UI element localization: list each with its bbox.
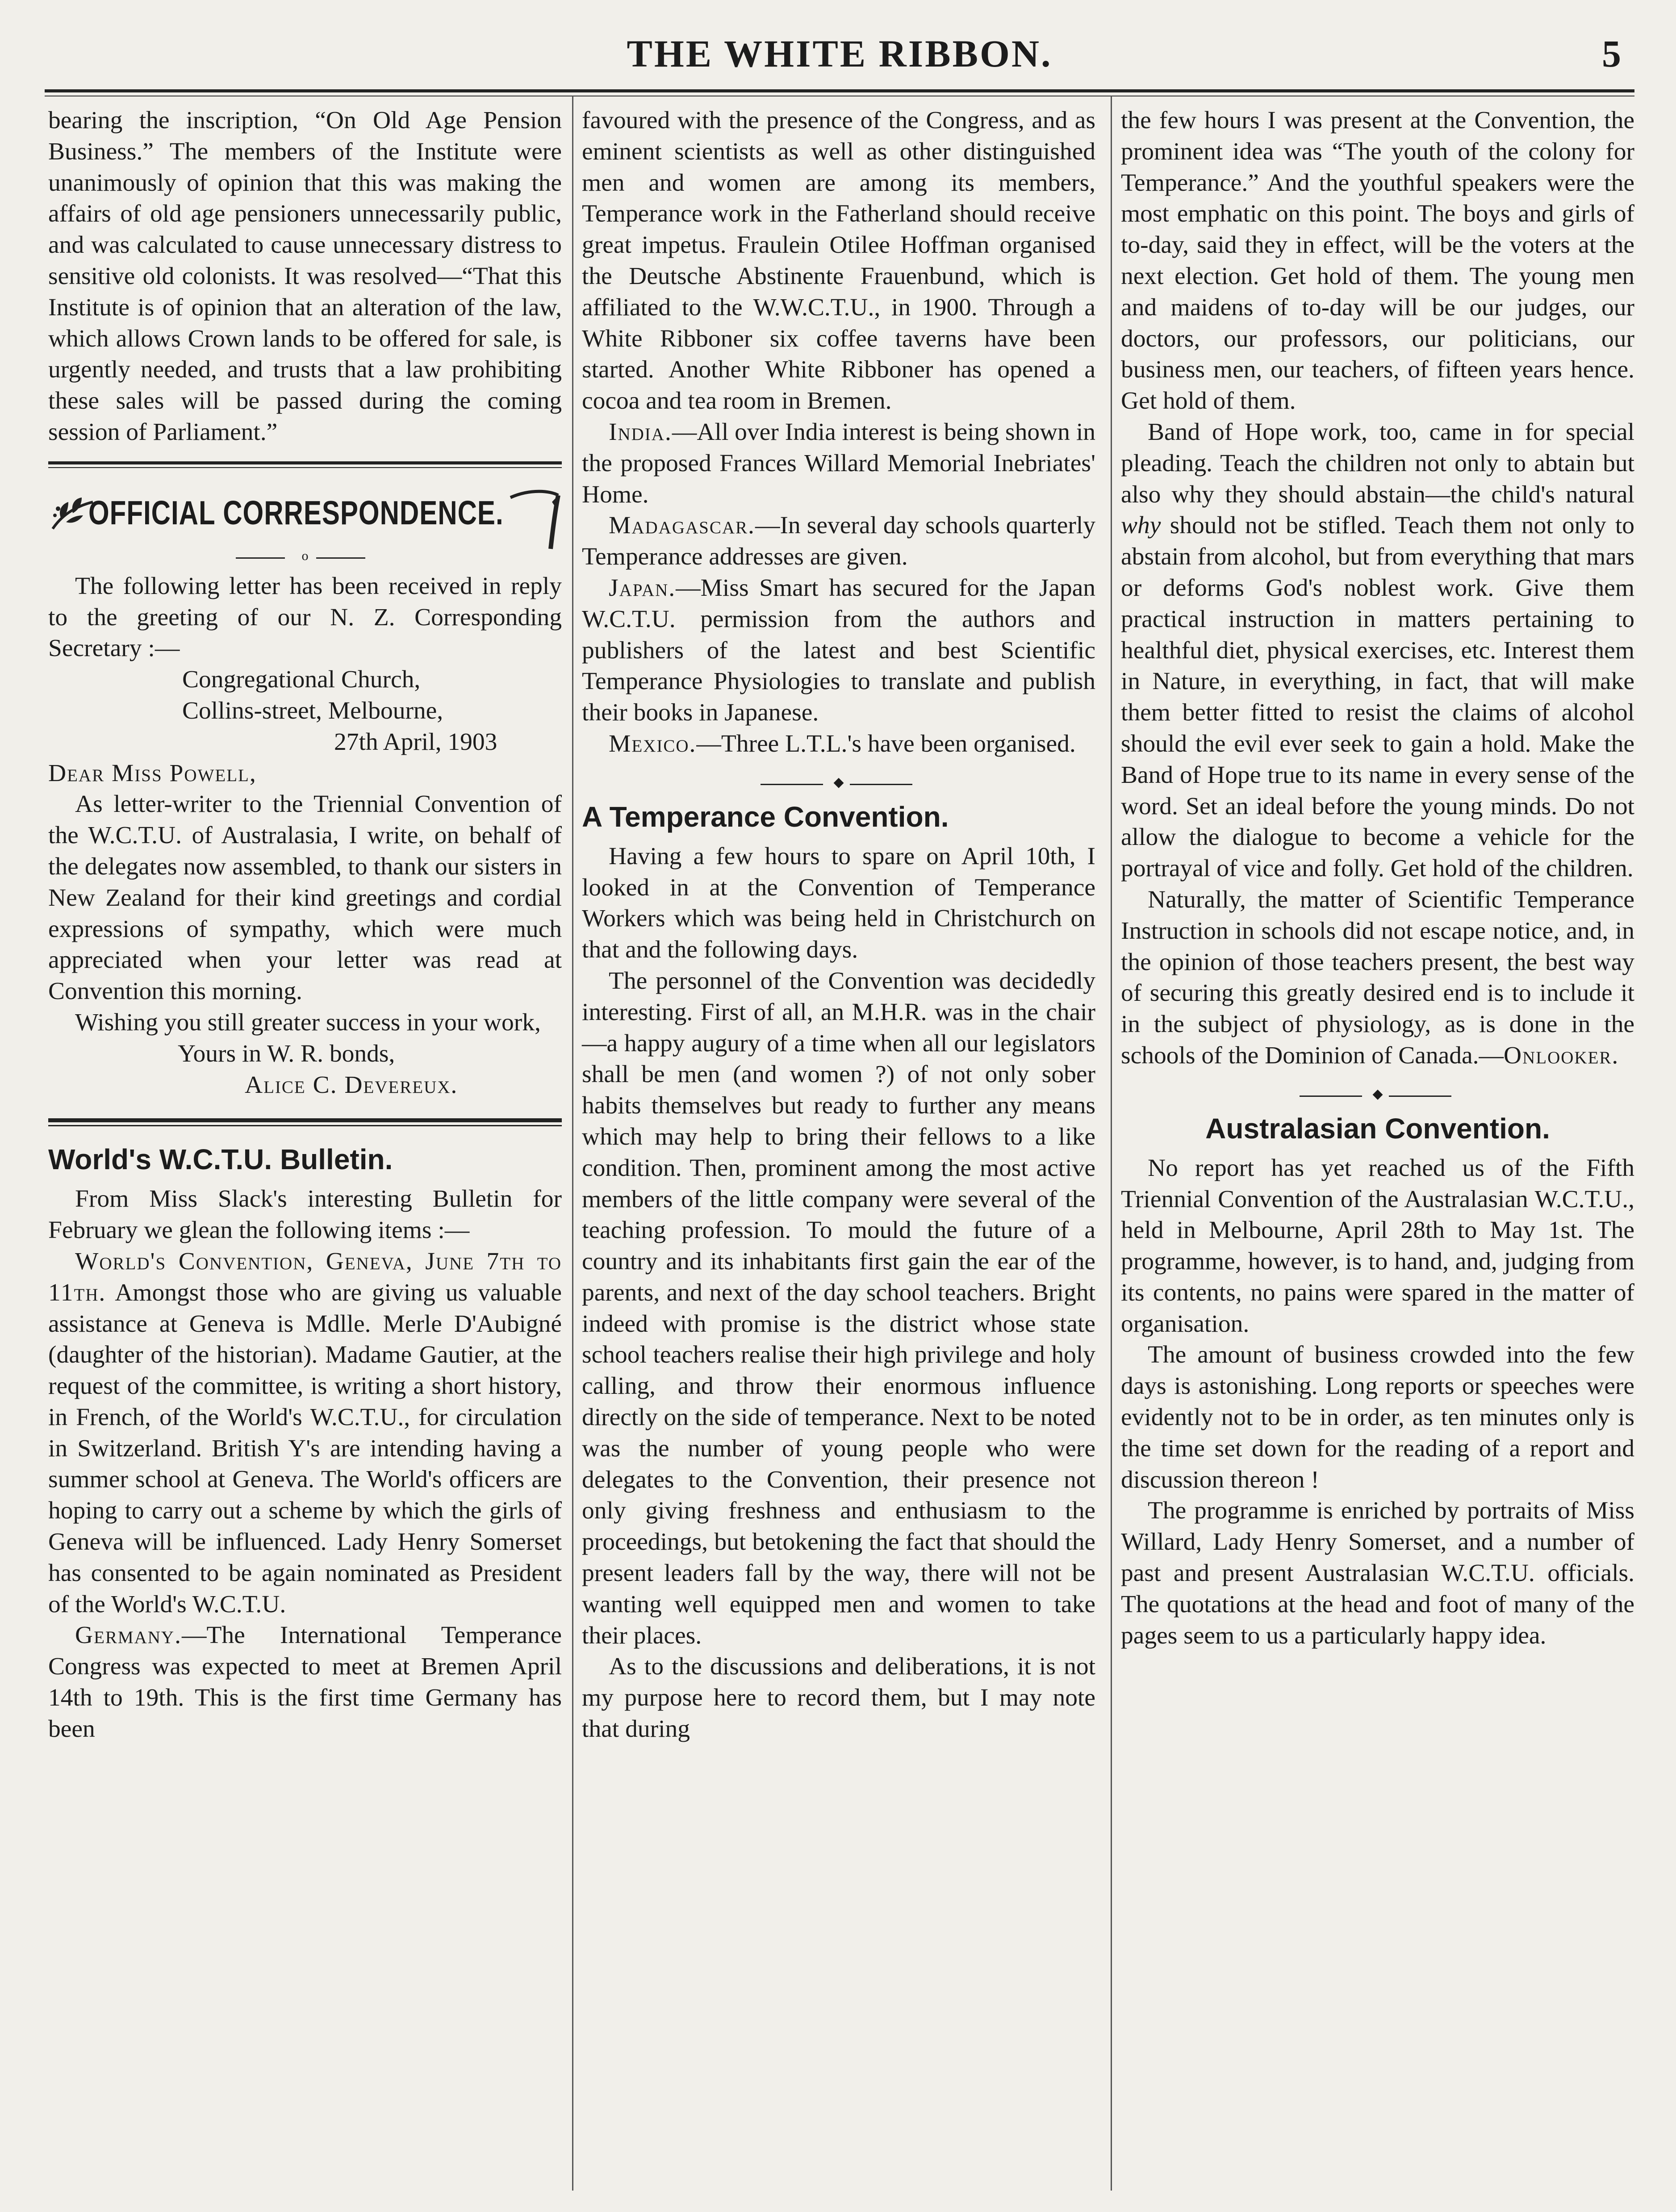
signature: Alice C. Devereux. bbox=[245, 1071, 458, 1099]
masthead-rule bbox=[45, 89, 1634, 92]
section-rule bbox=[48, 461, 562, 468]
masthead-title: THE WHITE RIBBON. bbox=[627, 32, 1053, 75]
mexico-text: —Three L.T.L.'s have been organised. bbox=[696, 730, 1076, 757]
germany-label: Germany. bbox=[75, 1622, 182, 1649]
letter-body: As letter-writer to the Triennial Convention of the W.C.T.U. of Australasia, I write, on behalf of the delegates now assembled, to thank our sisters in New Zealand for their kind greetings and cordial expressions of sympathy, which were much appreciated when your letter was read at Convention this morning. bbox=[48, 790, 562, 1005]
world-convention-item bbox=[48, 1246, 562, 1620]
section-rule-thick bbox=[48, 1118, 562, 1126]
temperance-paragraph-1: Having a few hours to spare on April 10th, I looked in at the Convention of Temperance Workers which was being held in Christchurch on that and the following days. bbox=[582, 842, 1095, 964]
india-text: —All over India interest is being shown in the proposed Frances Willard Memorial Inebriates' Home. bbox=[582, 418, 1095, 508]
scientific-instruction-paragraph bbox=[1121, 884, 1634, 1071]
emphasis-why: why bbox=[1121, 512, 1161, 539]
world-convention-label: World's Convention, Geneva, June 7th to 11th. bbox=[48, 1247, 562, 1306]
column-3 bbox=[1121, 105, 1634, 1651]
masthead bbox=[45, 13, 1634, 89]
pen-flourish-icon bbox=[508, 484, 562, 551]
official-correspondence-header bbox=[48, 480, 562, 547]
column-1 bbox=[48, 105, 562, 1745]
madagascar-text: —In several day schools quarterly Temperance addresses are given. bbox=[582, 512, 1095, 571]
india-item bbox=[582, 417, 1095, 510]
world-convention-text: Amongst those who are giving us valuable assistance at Geneva is Mdlle. Merle D'Aubigné (daughter of the historian). Madame Gautier, at the request of the committee, is writing a short history, in French, of the World's W.C.T.U., for circulation in Switzerland. British Y's are intending having a summer school at Geneva. The World's officers are hoping to carry out a scheme by which the girls of Geneva will be influenced. Lady Henry Somerset has consented to be again nominated as President of the World's W.C.T.U. bbox=[48, 1279, 562, 1618]
india-label: India. bbox=[609, 418, 672, 446]
column-2 bbox=[582, 105, 1095, 1745]
temperance-paragraph-3: As to the discussions and deliberations, it is not my purpose here to record them, but I may note that during bbox=[582, 1653, 1095, 1743]
bulletin-intro: From Miss Slack's interesting Bulletin for February we glean the following items :— bbox=[48, 1185, 562, 1244]
australasian-paragraph-2: The amount of business crowded into the few days is astonishing. Long reports or speeches were evidently not to be in order, as ten minutes only is the time set down for the reading of a report and discussion thereon ! bbox=[1121, 1341, 1634, 1493]
letter-salutation: Dear Miss Powell, bbox=[48, 759, 257, 787]
ornament-divider-3: ◆ bbox=[1121, 1089, 1634, 1103]
temperance-paragraph-2: The personnel of the Convention was decidedly interesting. First of all, an M.H.R. was in the chair—a happy augury of a time when all our legislators shall be men (and women ?) of not only sober habits themselves but ready to further any means which may help to bring their fellows to a like condition. Then, prominent among the most active members of the little company were several of the teaching profession. To mould the future of a country and its inhabitants first gain the ear of the parents, and next of the day school teachers. Bright indeed with promise is the district whose state school teachers realise their high privilege and holy calling, and throw their enormous influence directly on the side of temperance. Next to be noted was the number of young people who were delegates to the Convention, their presence not only giving freshness and enthusiasm to the proceedings, but betokening the fact that should the present leaders fall by the way, there will not be wanting well equipped men and women to take their places. bbox=[582, 967, 1095, 1649]
bulletin-title: World's W.C.T.U. Bulletin. bbox=[48, 1143, 393, 1176]
column-divider-1 bbox=[572, 96, 573, 2191]
address-line-1: Congregational Church, bbox=[182, 666, 421, 694]
column-divider-2 bbox=[1111, 96, 1112, 2191]
ornament-divider-2: ◆ bbox=[582, 778, 1095, 791]
germany-continued: favoured with the presence of the Congress, and as eminent scientists as well as other distinguished men and women are among its members, Temperance work in the Fatherland should receive great impetus. Fraulein Otilee Hoffman organised the Deutsche Abstinente Frauenbund, which is affiliated to the W.W.C.T.U., in 1900. Through a White Ribboner six coffee taverns have been started. Another White Ribboner has opened a cocoa and tea room in Bremen. bbox=[582, 107, 1095, 415]
mexico-label: Mexico. bbox=[609, 730, 697, 757]
temperance-convention-title: A Temperance Convention. bbox=[582, 800, 949, 833]
onlooker-signature: Onlooker. bbox=[1504, 1041, 1619, 1069]
madagascar-label: Madagascar. bbox=[609, 512, 755, 539]
letter-address bbox=[48, 664, 562, 757]
official-intro: The following letter has been received in reply to the greeting of our N. Z. Corresponding Secretary :— bbox=[48, 572, 562, 662]
band-of-hope-text-a: Band of Hope work, too, came in for special pleading. Teach the children not only to abtain but also why they should abstain—the child's natural bbox=[1121, 418, 1634, 508]
letter-signoff bbox=[48, 1038, 562, 1101]
mexico-item bbox=[582, 728, 1095, 760]
australasian-paragraph-1: No report has yet reached us of the Fifth Triennial Convention of the Australasian W.C.T.U., held in Melbourne, April 28th to May 1st. The programme, however, is to hand, and, judging from its contents, no pains were spared in the matter of organisation. bbox=[1121, 1154, 1634, 1338]
madagascar-item bbox=[582, 510, 1095, 573]
address-date: 27th April, 1903 bbox=[334, 728, 497, 756]
japan-label: Japan. bbox=[609, 574, 676, 602]
letter-wish: Wishing you still greater success in your work, bbox=[75, 1008, 541, 1036]
intro-paragraph: bearing the inscription, “On Old Age Pension Business.” The members of the Institute were unanimously of opinion that this was making the affairs of old age pensioners unnecessarily public, and was calculated to cause unnecessary distress to sensitive old colonists. It was resolved—“That this Institute is of opinion that an alteration of the law, which allows Crown lands to be offered for sale, is urgently needed, and trusts that a law prohibiting these sales will be passed during the coming session of Parliament.” bbox=[48, 107, 562, 446]
australasian-convention-title: Australasian Convention. bbox=[1205, 1112, 1550, 1145]
temperance-paragraph-3-continued: the few hours I was present at the Convention, the prominent idea was “The youth of the colony for Temperance.” And the youthful speakers were the most emphatic on this point. The boys and girls of to-day, said they in effect, will be the voters at the next election. Get hold of them. The young men and maidens of to-day will be our judges, our doctors, our professors, our politicians, our business men, our teachers, of fifteen years hence. Get hold of them. bbox=[1121, 107, 1634, 415]
germany-text: —The International Temperance Congress was expected to meet at Bremen April 14th to 19th. This is the first time Germany has been bbox=[48, 1622, 562, 1743]
australasian-paragraph-3: The programme is enriched by portraits of Miss Willard, Lady Henry Somerset, and a number of past and present Australasian W.C.T.U. officials. The quotations at the head and foot of many of the pages seem to us a particularly happy idea. bbox=[1121, 1497, 1634, 1649]
band-of-hope-text-b: should not be stifled. Teach them not only to abstain from alcohol, but from everything that mars or deforms God's noblest work. Give them practical instruction in matters pertaining to healthful diet, physical exercises, etc. Interest them in Nature, in everything, in fact, that will make them better fitted to resist the claims of alcohol should the evil ever seek to gain a hold. Make the Band of Hope true to its name in every sense of the word. Set an ideal before the young minds. Do not allow the dialogue to become a vehicle for the portrayal of vice and folly. Get hold of the children. bbox=[1121, 512, 1635, 882]
page-number: 5 bbox=[1602, 32, 1621, 75]
official-correspondence-title: OFFICIAL CORRESPONDENCE. bbox=[88, 494, 504, 532]
germany-item bbox=[48, 1620, 562, 1744]
ornament-divider: o bbox=[48, 551, 562, 564]
japan-text: —Miss Smart has secured for the Japan W.C.T.U. permission from the authors and publishers of the latest and best Scientific Temperance Physiologies to translate and publish their books in Japanese. bbox=[582, 574, 1095, 727]
scientific-instruction-text: Naturally, the matter of Scientific Temperance Instruction in schools did not escape notice, and, in the opinion of those teachers present, the best way of securing this greatly desired end is to include it in the subject of physiology, as is done in the schools of the Dominion of Canada.— bbox=[1121, 886, 1634, 1069]
address-line-2: Collins-street, Melbourne, bbox=[182, 697, 443, 724]
sign-off: Yours in W. R. bonds, bbox=[178, 1040, 395, 1067]
band-of-hope-paragraph bbox=[1121, 417, 1634, 884]
japan-item bbox=[582, 573, 1095, 728]
